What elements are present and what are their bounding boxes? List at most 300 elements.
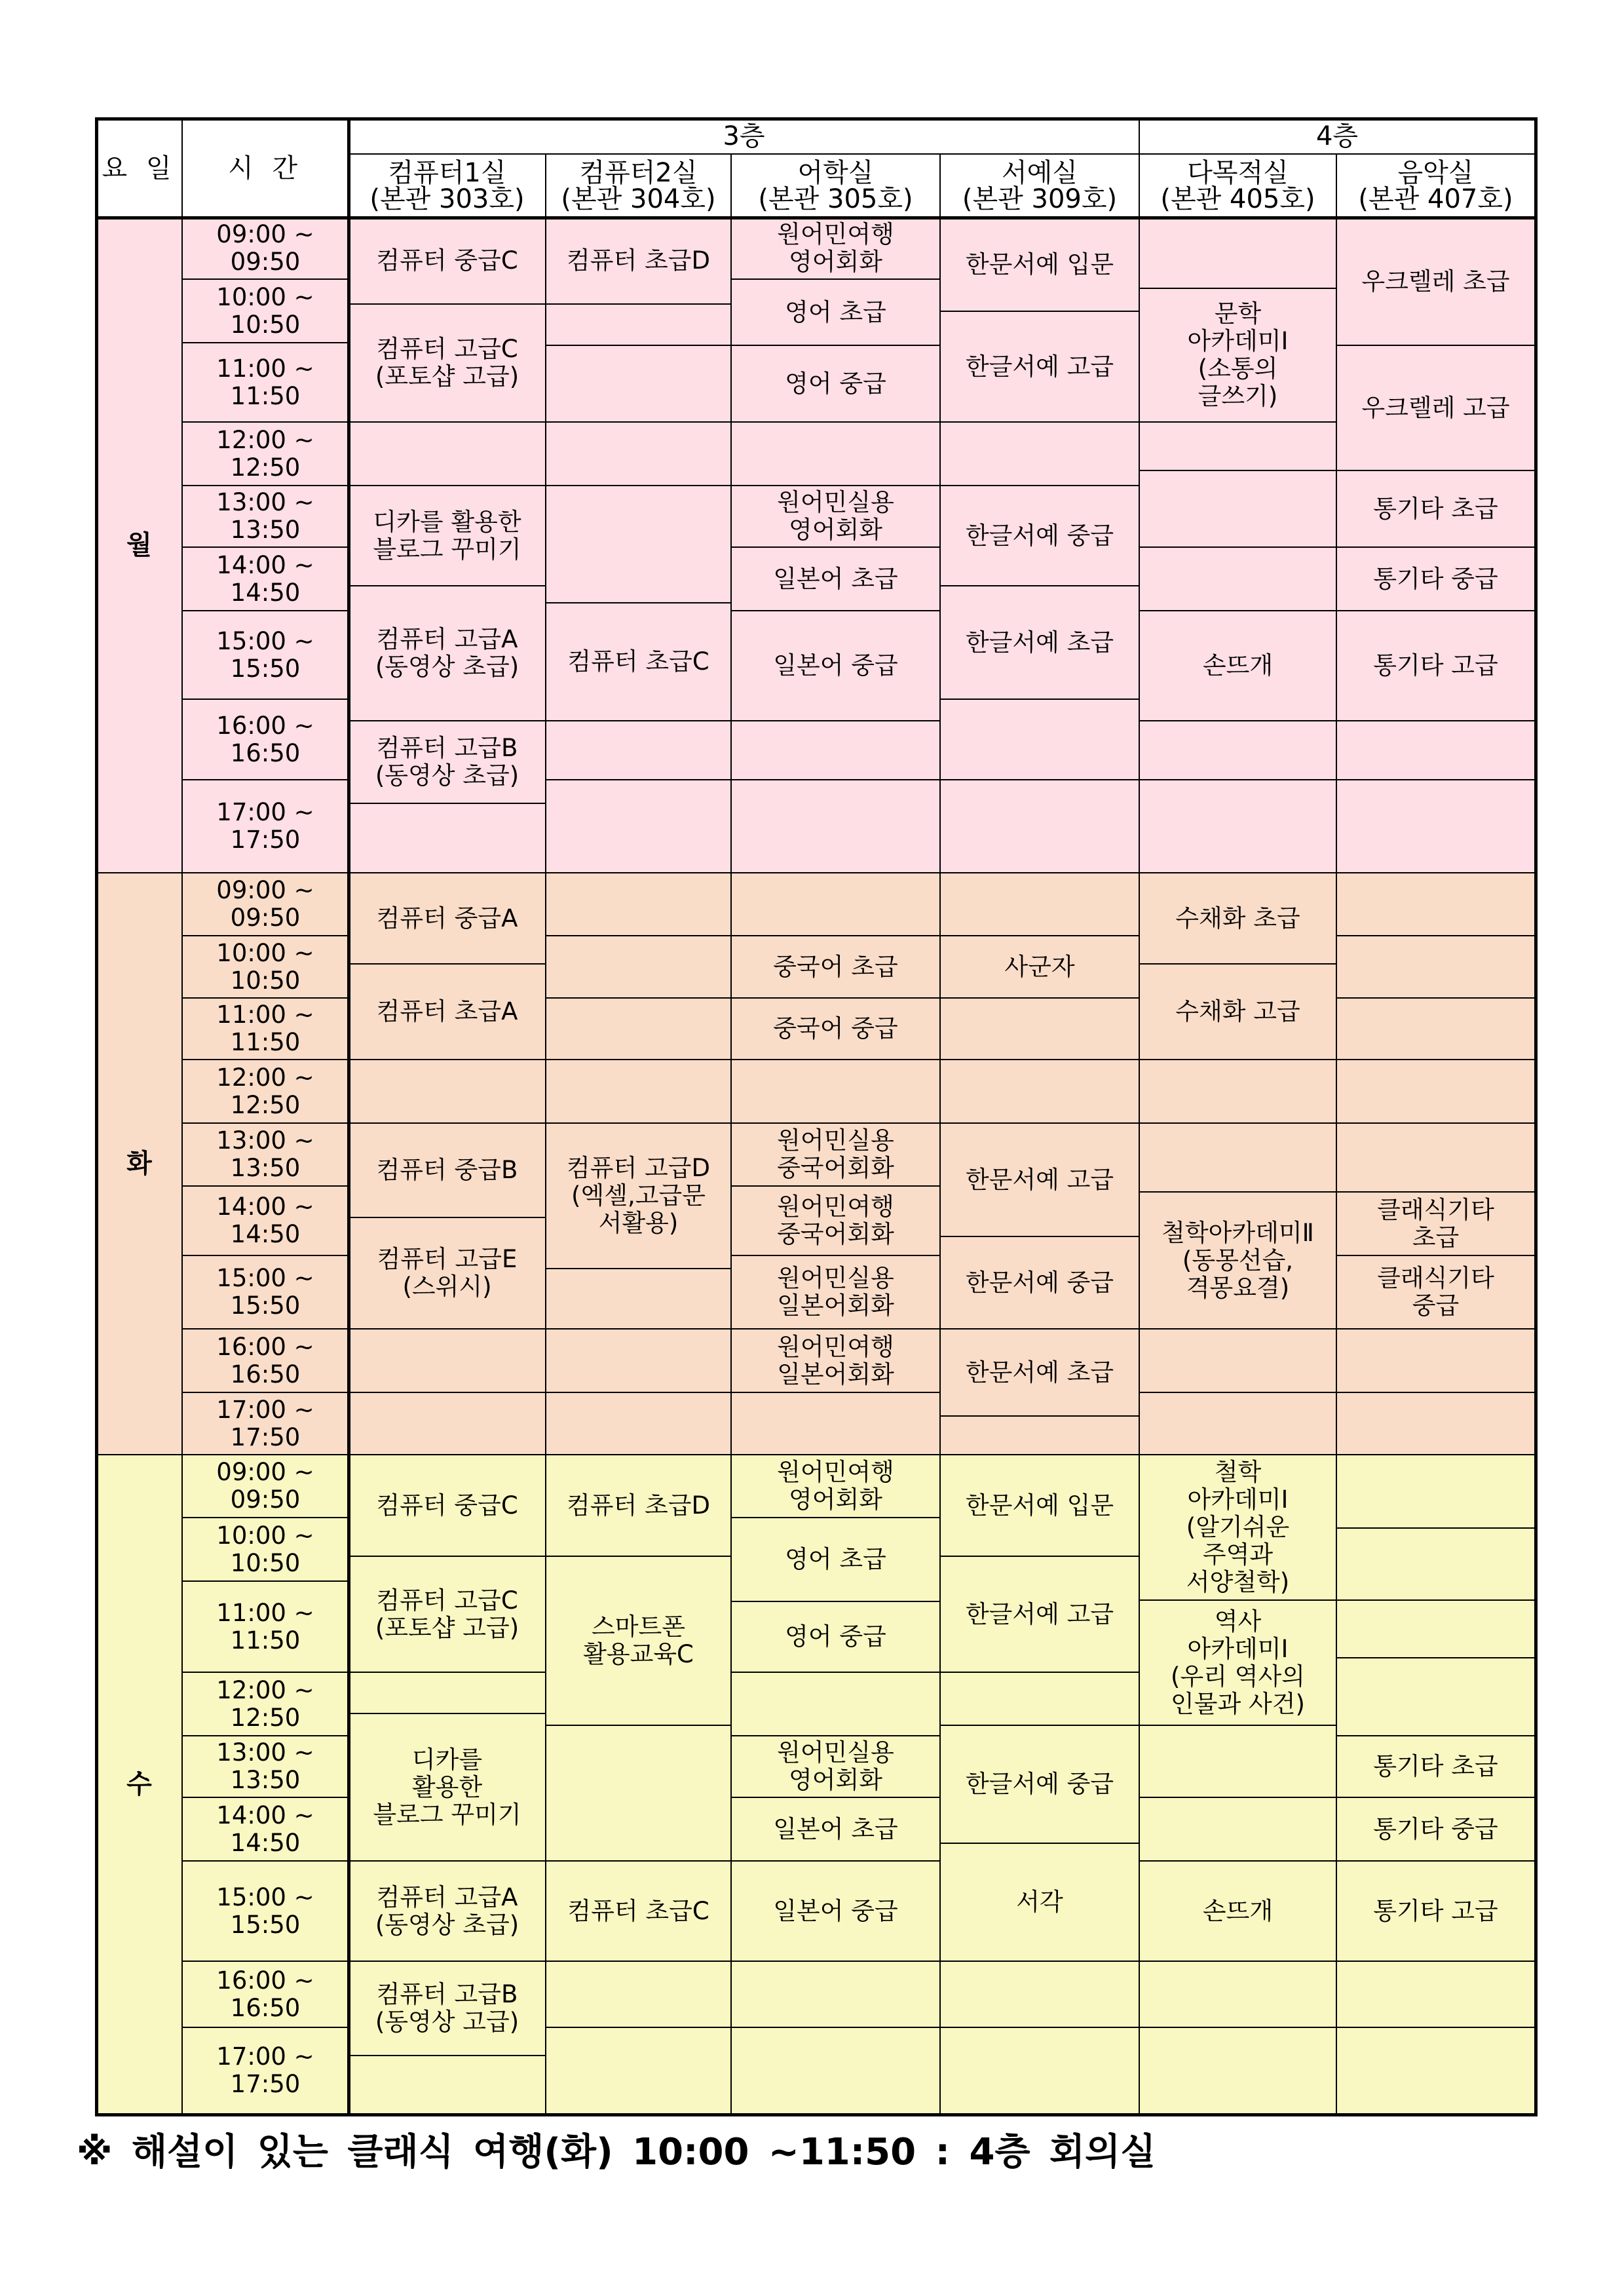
time-end: 10:50 [230,966,301,995]
class-name: 컴퓨터 중급B [376,1156,518,1184]
class-name: 철학 아카데미Ⅰ (알기쉬운 주역과 서양철학) [1186,1458,1290,1596]
class-name: 우크렐레 초급 [1361,267,1510,296]
day-cell [97,873,183,1455]
room-header-computer1 [349,155,546,218]
empty-cell [1140,548,1337,611]
time-end: 09:50 [230,904,301,932]
room-location: (본관 309호) [962,183,1118,214]
time-start: 16:00 ~ [216,1332,314,1361]
empty-cell [1140,721,1337,780]
class-name: 수채화 고급 [1175,997,1300,1025]
time-slot-cell [183,1330,349,1393]
room-header-computer2 [546,155,732,218]
empty-cell [546,1726,732,1862]
empty-cell [1140,471,1337,548]
empty-cell [941,780,1140,873]
class-cell-language [732,1455,941,1518]
class-cell-computer1 [349,1714,546,1862]
class-name: 통기타 고급 [1373,651,1498,679]
time-slot-cell [183,1455,349,1518]
empty-cell [732,1962,941,2028]
room-name: 컴퓨터1실 [388,157,506,188]
class-name: 컴퓨터 중급A [376,904,518,932]
empty-cell [1337,999,1536,1060]
class-cell-calligraphy [941,486,1140,586]
floor-4-label: 4층 [1315,121,1359,151]
empty-cell [1337,1529,1536,1601]
empty-cell [732,2028,941,2114]
room-name: 다목적실 [1187,157,1289,188]
time-column-divider [347,119,350,2114]
time-slot-cell [183,780,349,873]
class-name: 원어민여행 영어회화 [777,220,894,276]
class-name: 일본어 중급 [773,1896,898,1925]
empty-cell [1337,936,1536,999]
time-start: 14:00 ~ [216,550,314,579]
class-cell-computer1 [349,1455,546,1557]
day-label: 월 [126,530,152,560]
class-name: 원어민실용 일본어회화 [777,1264,894,1320]
time-start: 16:00 ~ [216,711,314,740]
time-end: 15:50 [230,1910,301,1939]
empty-cell [941,1060,1140,1124]
empty-cell [1337,1330,1536,1393]
empty-cell [349,423,546,486]
class-name: 원어민실용 영어회화 [777,1738,894,1794]
empty-cell [941,873,1140,936]
time-start: 17:00 ~ [216,2042,314,2071]
time-start: 09:00 ~ [216,220,314,248]
class-cell-computer2 [546,1124,732,1269]
empty-cell [1337,1124,1536,1193]
empty-cell [349,1330,546,1393]
time-start: 15:00 ~ [216,626,314,655]
room-name: 서예실 [1002,157,1078,188]
class-name: 서각 [1016,1888,1063,1916]
time-slot-cell [183,1518,349,1582]
class-name: 디카를 활용한 블로그 꾸미기 [373,1745,521,1829]
class-name: 원어민실용 영어회화 [777,488,894,544]
class-cell-calligraphy [941,312,1140,423]
time-slot-cell [183,486,349,548]
room-header-music [1337,155,1536,218]
class-name: 컴퓨터 초급D [567,246,710,275]
class-name: 영어 중급 [785,369,886,398]
empty-cell [1337,1601,1536,1658]
time-start: 16:00 ~ [216,1966,314,1995]
day-label: 화 [126,1149,152,1179]
class-cell-computer2 [546,218,732,305]
class-cell-computer1 [349,1124,546,1218]
time-end: 17:50 [230,1423,301,1451]
class-cell-computer1 [349,486,546,586]
empty-cell [349,1673,546,1714]
class-name: 통기타 중급 [1373,1814,1498,1843]
class-name: 한글서예 중급 [965,521,1114,550]
class-cell-language [732,1736,941,1798]
class-name: 철학아카데미Ⅱ (동몽선습, 격몽요결) [1161,1218,1314,1302]
time-end: 16:50 [230,1360,301,1388]
time-start: 11:00 ~ [216,1598,314,1627]
class-cell-multipurpose [1140,1862,1337,1962]
empty-cell [1337,1455,1536,1529]
empty-cell [1140,1798,1337,1862]
class-cell-music [1337,548,1536,611]
floor-4-header [1140,119,1536,155]
class-cell-calligraphy [941,1330,1140,1417]
time-slot-cell [183,280,349,343]
empty-cell [1140,1726,1337,1798]
empty-cell [546,1393,732,1455]
class-name: 한글서예 고급 [965,352,1114,381]
empty-cell [941,1673,1140,1726]
class-cell-music [1337,1798,1536,1862]
class-name: 한문서예 고급 [965,1165,1114,1194]
class-cell-music [1337,471,1536,548]
time-end: 13:50 [230,1154,301,1182]
time-start: 14:00 ~ [216,1193,314,1221]
empty-cell [941,999,1140,1060]
time-end: 09:50 [230,248,301,276]
class-name: 한문서예 입문 [965,250,1114,278]
class-cell-language [732,1124,941,1187]
class-name: 클래식기타 초급 [1377,1195,1494,1252]
class-name: 영어 초급 [785,297,886,326]
class-cell-computer1 [349,586,546,721]
day-column-header [97,119,183,218]
class-cell-music [1337,218,1536,346]
class-name: 통기타 초급 [1373,1752,1498,1780]
time-end: 15:50 [230,654,301,683]
time-slot-cell [183,423,349,486]
empty-cell [1140,1962,1337,2028]
empty-cell [1140,1330,1337,1393]
class-cell-language [732,346,941,423]
class-name: 일본어 초급 [773,1814,898,1843]
class-cell-multipurpose [1140,965,1337,1060]
class-cell-language [732,218,941,280]
class-name: 원어민여행 중국어회화 [777,1193,894,1248]
empty-cell [546,1962,732,2028]
time-start: 13:00 ~ [216,1738,314,1767]
room-location: (본관 305호) [758,183,913,214]
floor-3-header [349,119,1140,155]
empty-cell [1337,1962,1536,2028]
class-cell-language [732,999,941,1060]
time-column-title: 시 간 [228,153,303,183]
empty-cell [546,1269,732,1330]
time-end: 11:50 [230,381,301,410]
class-cell-language [732,1862,941,1962]
time-slot-cell [183,1124,349,1187]
class-cell-calligraphy [941,586,1140,700]
time-end: 13:50 [230,516,301,544]
time-start: 15:00 ~ [216,1264,314,1292]
time-end: 17:50 [230,2070,301,2098]
floor-3-label: 3층 [723,121,765,151]
class-name: 컴퓨터 중급C [376,246,518,275]
class-name: 손뜨개 [1202,1896,1274,1925]
class-cell-music [1337,1736,1536,1798]
class-cell-multipurpose [1140,289,1337,423]
class-cell-calligraphy [941,1844,1140,1962]
room-header-language-lab [732,155,941,218]
time-slot-cell [183,1187,349,1256]
class-name: 한문서예 입문 [965,1491,1114,1520]
time-slot-cell [183,999,349,1060]
empty-cell [1140,1124,1337,1193]
room-location: (본관 303호) [369,183,525,214]
time-end: 13:50 [230,1766,301,1794]
class-name: 사군자 [1004,952,1075,981]
time-start: 09:00 ~ [216,876,314,904]
class-name: 컴퓨터 초급D [567,1491,710,1520]
class-cell-multipurpose [1140,1455,1337,1601]
empty-cell [1337,2028,1536,2114]
class-name: 일본어 중급 [773,651,898,679]
class-name: 영어 중급 [785,1622,886,1651]
room-name: 어학실 [797,157,874,188]
class-name: 중국어 중급 [773,1014,898,1043]
time-slot-cell [183,1736,349,1798]
empty-cell [546,2028,732,2114]
class-cell-music [1337,1193,1536,1256]
time-end: 10:50 [230,1548,301,1577]
time-slot-cell [183,1962,349,2028]
class-cell-language [732,1330,941,1393]
class-name: 통기타 초급 [1373,494,1498,523]
empty-cell [941,1962,1140,2028]
time-start: 13:00 ~ [216,1126,314,1155]
time-slot-cell [183,1673,349,1736]
time-slot-cell [183,343,349,423]
class-name: 통기타 중급 [1373,564,1498,593]
empty-cell [546,423,732,486]
class-cell-language [732,1187,941,1256]
class-cell-computer2 [546,603,732,721]
empty-cell [1140,218,1337,289]
class-name: 역사 아카데미Ⅰ (우리 역사의 인물과 사건) [1171,1607,1305,1718]
empty-cell [546,780,732,873]
room-header-multipurpose [1140,155,1337,218]
time-start: 15:00 ~ [216,1883,314,1911]
empty-cell [941,423,1140,486]
time-start: 10:00 ~ [216,1521,314,1550]
class-cell-computer2 [546,1455,732,1557]
class-cell-computer1 [349,1962,546,2056]
empty-cell [1337,1658,1536,1736]
class-name: 컴퓨터 고급C (포토샵 고급) [375,1586,519,1642]
class-cell-language [732,280,941,346]
time-end: 12:50 [230,453,301,482]
time-start: 17:00 ~ [216,798,314,826]
class-name: 한글서예 중급 [965,1770,1114,1798]
time-start: 09:00 ~ [216,1458,314,1486]
empty-cell [732,1060,941,1124]
class-name: 컴퓨터 고급B (동영상 고급) [375,1980,519,2036]
class-cell-calligraphy [941,1455,1140,1557]
class-cell-calligraphy [941,936,1140,999]
class-cell-computer1 [349,873,546,965]
empty-cell [732,1673,941,1736]
class-name: 한문서예 초급 [965,1358,1114,1387]
class-cell-language [732,1602,941,1673]
time-slot-cell [183,700,349,780]
time-end: 17:50 [230,826,301,854]
time-end: 12:50 [230,1703,301,1732]
time-start: 14:00 ~ [216,1801,314,1829]
time-slot-cell [183,2028,349,2114]
class-name: 컴퓨터 고급A (동영상 초급) [375,625,519,681]
empty-cell [349,1060,546,1124]
empty-cell [546,721,732,780]
class-name: 컴퓨터 초급C [567,1896,709,1925]
time-end: 15:50 [230,1292,301,1320]
class-cell-computer1 [349,305,546,423]
class-name: 컴퓨터 고급C (포토샵 고급) [375,335,519,391]
room-location: (본관 407호) [1358,183,1513,214]
time-end: 11:50 [230,1028,301,1056]
class-cell-computer2 [546,1557,732,1726]
class-cell-language [732,1518,941,1602]
time-slot-cell [183,1393,349,1455]
empty-cell [546,486,732,603]
footnote: ※ 해설이 있는 클래식 여행(화) 10:00 ~11:50 : 4층 회의실 [77,2131,1156,2173]
class-cell-calligraphy [941,1726,1140,1844]
time-end: 10:50 [230,310,301,339]
time-start: 13:00 ~ [216,488,314,516]
time-start: 12:00 ~ [216,1675,314,1704]
class-name: 스마트폰 활용교육C [583,1613,694,1668]
class-cell-multipurpose [1140,611,1337,721]
class-cell-calligraphy [941,1124,1140,1237]
time-slot-cell [183,611,349,700]
time-end: 14:50 [230,578,301,607]
day-column-title: 요 일 [102,153,177,183]
time-end: 09:50 [230,1485,301,1514]
time-slot-cell [183,218,349,280]
time-slot-cell [183,1798,349,1862]
class-cell-language [732,936,941,999]
class-name: 수채화 초급 [1175,904,1300,932]
empty-cell [941,700,1140,780]
class-name: 컴퓨터 중급C [376,1491,518,1520]
class-cell-computer2 [546,1862,732,1962]
class-cell-calligraphy [941,218,1140,312]
empty-cell [1337,873,1536,936]
day-cell [97,218,183,873]
room-header-calligraphy [941,155,1140,218]
class-cell-computer1 [349,965,546,1060]
class-name: 컴퓨터 고급E (스위시) [377,1245,518,1301]
time-slot-cell [183,936,349,999]
class-name: 손뜨개 [1202,651,1274,679]
time-slot-cell [183,1582,349,1673]
time-end: 12:50 [230,1090,301,1119]
time-end: 11:50 [230,1626,301,1655]
empty-cell [941,2028,1140,2114]
time-start: 10:00 ~ [216,282,314,311]
empty-cell [1337,1393,1536,1455]
header-divider [97,216,1536,220]
day-cell [97,1455,183,2114]
class-name: 원어민실용 중국어회화 [777,1126,894,1182]
class-cell-multipurpose [1140,1601,1337,1726]
class-cell-language [732,1256,941,1330]
class-name: 영어 초급 [785,1545,886,1573]
empty-cell [1140,1393,1337,1455]
class-name: 중국어 초급 [773,952,898,981]
class-cell-calligraphy [941,1557,1140,1673]
class-cell-computer1 [349,218,546,305]
class-name: 한글서예 초급 [965,628,1114,657]
class-cell-language [732,486,941,548]
class-name: 컴퓨터 고급B (동영상 초급) [375,734,519,790]
time-slot-cell [183,1862,349,1962]
class-name: 디카를 활용한 블로그 꾸미기 [373,507,521,564]
empty-cell [349,2056,546,2114]
class-name: 컴퓨터 초급C [567,647,709,676]
class-name: 원어민여행 영어회화 [777,1458,894,1514]
class-name: 컴퓨터 고급D (엑셀,고급문 서활용) [567,1154,710,1237]
empty-cell [1337,721,1536,780]
class-name: 한글서예 고급 [965,1599,1114,1628]
room-location: (본관 304호) [561,183,716,214]
empty-cell [349,1393,546,1455]
day-label: 수 [126,1769,152,1799]
room-name: 음악실 [1397,157,1474,188]
empty-cell [1140,2028,1337,2114]
empty-cell [546,999,732,1060]
class-name: 일본어 초급 [773,564,898,593]
class-cell-music [1337,1256,1536,1330]
time-column-header [183,119,349,218]
time-start: 12:00 ~ [216,1063,314,1092]
class-cell-computer1 [349,721,546,804]
class-name: 클래식기타 중급 [1377,1264,1494,1320]
time-start: 11:00 ~ [216,1001,314,1029]
class-cell-language [732,1798,941,1862]
time-start: 12:00 ~ [216,425,314,454]
empty-cell [1337,1060,1536,1124]
class-cell-music [1337,1862,1536,1962]
class-name: 우크렐레 고급 [1361,393,1510,422]
class-cell-multipurpose [1140,1193,1337,1330]
class-cell-music [1337,346,1536,471]
class-cell-computer1 [349,1218,546,1330]
class-name: 통기타 고급 [1373,1896,1498,1925]
empty-cell [546,1330,732,1393]
class-cell-language [732,548,941,611]
time-slot-cell [183,1256,349,1330]
class-cell-multipurpose [1140,873,1337,965]
empty-cell [1140,423,1337,471]
class-cell-calligraphy [941,1237,1140,1330]
empty-cell [546,873,732,936]
time-end: 16:50 [230,738,301,767]
room-location: (본관 405호) [1160,183,1315,214]
time-end: 14:50 [230,1828,301,1857]
time-start: 10:00 ~ [216,938,314,967]
empty-cell [1140,1060,1337,1124]
time-end: 16:50 [230,1993,301,2022]
class-name: 문학 아카데미Ⅰ (소통의 글쓰기) [1187,299,1289,410]
empty-cell [349,804,546,873]
empty-cell [1337,780,1536,873]
class-cell-music [1337,611,1536,721]
time-slot-cell [183,548,349,611]
time-slot-cell [183,1060,349,1124]
